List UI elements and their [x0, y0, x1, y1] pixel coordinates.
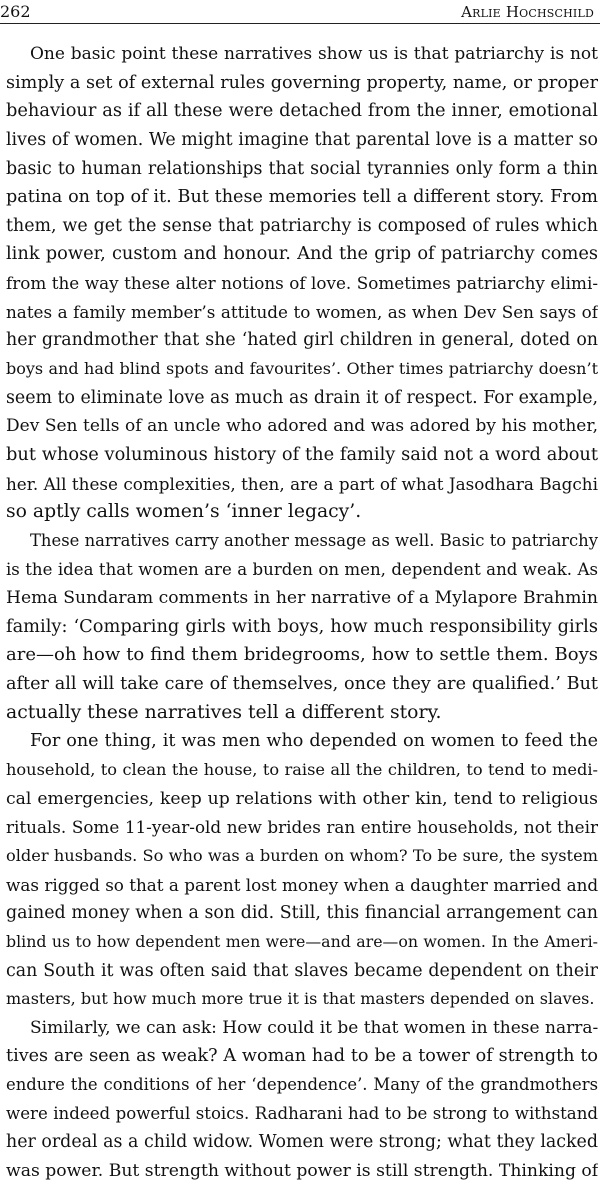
text-line: nates a family member’s attitude to women, as when Dev Sen says of	[6, 301, 598, 322]
text-line: were indeed powerful stoics. Radharani had to be strong to withstand	[6, 1103, 598, 1123]
text-line: rituals. Some 11-year-old new brides ran entire households, not their	[6, 817, 598, 838]
text-line: lives of women. We might imagine that parental love is a matter so	[6, 129, 598, 150]
header-rule	[0, 23, 600, 24]
running-head-author: Arlie Hochschild	[461, 3, 594, 21]
text-line: can South it was often said that slaves became dependent on their	[6, 960, 598, 981]
text-line: Hema Sundaram comments in her narrative of a Mylapore Brahmin	[6, 588, 598, 609]
text-line: seem to eliminate love as much as drain it of respect. For example,	[6, 387, 598, 408]
text-line: One basic point these narratives show us is that patriarchy is not	[30, 44, 598, 64]
text-line: gained money when a son did. Still, this financial arrangement can	[6, 903, 598, 924]
text-line: behaviour as if all these were detached from the inner, emotional	[6, 100, 598, 122]
text-line: For one thing, it was men who depended on women to feed the	[30, 731, 598, 752]
body-text	[6, 40, 598, 1186]
text-line: was power. But strength without power is still strength. Thinking of	[6, 1160, 598, 1181]
text-line: her ordeal as a child widow. Women were strong; what they lacked	[6, 1132, 598, 1153]
text-line: from the way these alter notions of love. Sometimes patriarchy elimi-	[6, 273, 598, 294]
text-line: basic to human relationships that social tyrannies only form a thin	[6, 158, 598, 179]
text-line: cal emergencies, keep up relations with other kin, tend to religious	[6, 788, 598, 809]
text-line: is the idea that women are a burden on men, dependent and weak. As	[6, 559, 598, 579]
text-line: simply a set of external rules governing property, name, or proper	[6, 72, 598, 93]
text-line: Dev Sen tells of an uncle who adored and was adored by his mother,	[6, 416, 598, 437]
text-line: tives are seen as weak? A woman had to be a tower of strength to	[6, 1046, 598, 1067]
text-line: actually these narratives tell a different story.	[6, 701, 442, 723]
text-line: but whose voluminous history of the family said not a word about	[6, 443, 598, 465]
text-line: link power, custom and honour. And the grip of patriarchy comes	[6, 243, 598, 265]
text-line: them, we get the sense that patriarchy is composed of rules which	[6, 215, 598, 236]
text-line: Similarly, we can ask: How could it be that women in these narra-	[30, 1017, 598, 1038]
text-line: patina on top of it. But these memories tell a different story. From	[6, 187, 598, 208]
running-header	[0, 0, 600, 28]
text-line: after all will take care of themselves, once they are qualified.’ But	[6, 674, 598, 695]
text-line: family: ‘Comparing girls with boys, how much responsibility girls	[6, 615, 598, 637]
text-line: household, to clean the house, to raise all the children, to tend to medi-	[6, 760, 598, 780]
text-line: was rigged so that a parent lost money when a daughter married and	[6, 874, 598, 895]
text-line: her. All these complexities, then, are a part of what Jasodhara Bagchi	[6, 473, 598, 494]
text-line: older husbands. So who was a burden on whom? To be sure, the system	[6, 845, 598, 865]
text-line: These narratives carry another message as well. Basic to patriarchy	[30, 530, 598, 550]
page-number: 262	[0, 2, 31, 21]
text-line: are—oh how to find them bridegrooms, how to settle them. Boys	[6, 644, 598, 666]
text-line: so aptly calls women’s ‘inner legacy’.	[6, 501, 362, 523]
text-line: blind us to how dependent men were—and are—on women. In the Ameri-	[6, 931, 598, 951]
text-line: her grandmother that she ‘hated girl children in general, doted on	[6, 330, 598, 351]
text-line: endure the conditions of her ‘dependence’. Many of the grandmothers	[6, 1075, 598, 1095]
text-line: masters, but how much more true it is that masters depended on slaves.	[6, 989, 595, 1009]
text-line: boys and had blind spots and favourites’. Other times patriarchy doesn’t	[6, 359, 598, 379]
